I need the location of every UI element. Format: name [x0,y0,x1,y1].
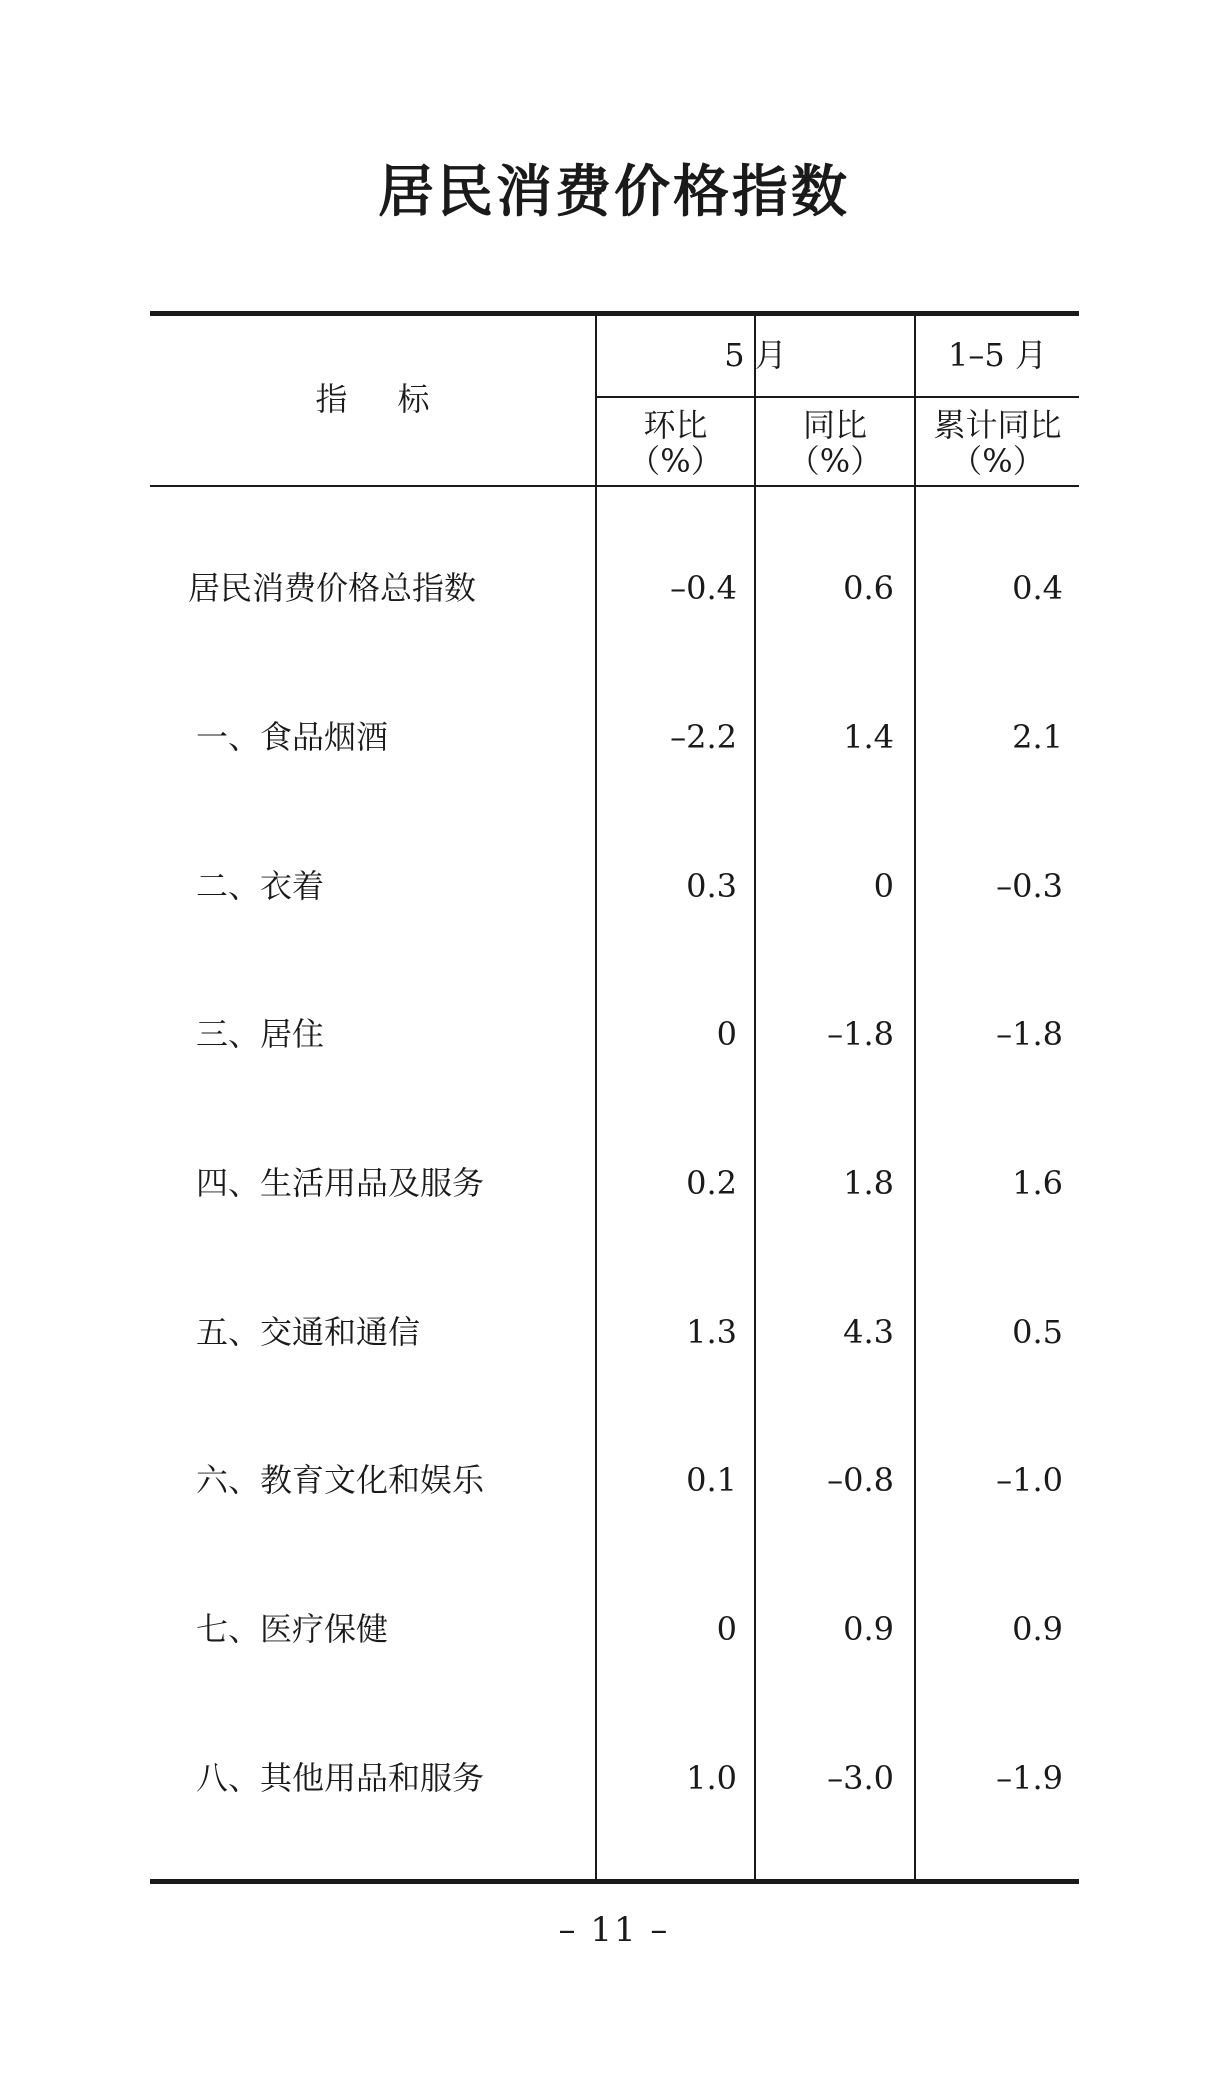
row-label: 一、食品烟酒 [196,718,389,756]
header-col-cum-yoy-unit: （%） [950,442,1045,480]
table-top-rule [150,311,1079,316]
table-row [150,707,1079,767]
row-mom-value: 0 [716,1610,737,1648]
row-cum-value: –1.8 [996,1015,1063,1053]
row-yoy-value: –3.0 [827,1759,894,1797]
header-col-yoy-unit: （%） [787,442,883,480]
header-bottom-rule [150,485,1079,487]
row-label: 三、居住 [196,1015,325,1053]
row-cum-value: 0.9 [1012,1610,1063,1648]
page-number: – 11 – [558,1910,670,1950]
row-mom-value: 0 [716,1015,737,1053]
header-col-yoy-label: 同比 [802,406,867,444]
row-label: 四、生活用品及服务 [196,1164,485,1202]
table-row [150,1302,1079,1362]
row-mom-value: 0.3 [686,867,737,905]
row-cum-value: –0.3 [996,867,1063,905]
cpi-table [150,311,1079,1884]
row-mom-value: 1.0 [686,1759,737,1797]
header-col-cum-yoy-label: 累计同比 [933,406,1062,444]
table-row [150,558,1079,618]
table-row [150,856,1079,916]
row-label: 六、教育文化和娱乐 [196,1461,485,1499]
row-yoy-value: 0.9 [843,1610,894,1648]
row-yoy-value: –1.8 [827,1015,894,1053]
header-col-yoy [756,407,914,479]
table-row [150,1153,1079,1213]
row-cum-value: 0.4 [1012,569,1063,607]
row-mom-value: –0.4 [670,569,737,607]
table-row [150,1599,1079,1659]
row-yoy-value: 4.3 [843,1313,894,1351]
row-mom-value: 0.2 [686,1164,737,1202]
row-cum-value: –1.9 [996,1759,1063,1797]
row-cum-value: 2.1 [1012,718,1063,756]
row-yoy-value: 1.8 [843,1164,894,1202]
row-mom-value: –2.2 [670,718,737,756]
row-yoy-value: 1.4 [843,718,894,756]
row-yoy-value: 0.6 [843,569,894,607]
table-row [150,1450,1079,1510]
row-cum-value: 0.5 [1012,1313,1063,1351]
header-col-mom [597,407,754,479]
row-label: 五、交通和通信 [196,1313,421,1351]
row-cum-value: 1.6 [1012,1164,1063,1202]
row-label: 居民消费价格总指数 [188,569,477,607]
header-sub-rule [596,396,1079,398]
row-label: 七、医疗保健 [196,1610,389,1648]
row-cum-value: –1.0 [996,1461,1063,1499]
header-col-cum-yoy [916,407,1079,479]
header-group-may: 5 月 [724,336,787,374]
row-label: 二、衣着 [196,867,325,905]
header-indicator: 指标 [315,380,480,418]
page-title: 居民消费价格指数 [378,160,850,225]
row-yoy-value: –0.8 [827,1461,894,1499]
row-mom-value: 1.3 [686,1313,737,1351]
header-col-mom-unit: （%） [628,442,723,480]
row-yoy-value: 0 [873,867,894,905]
table-row [150,1748,1079,1808]
header-col-mom-label: 环比 [643,406,708,444]
header-group-cumulative: 1–5 月 [948,336,1047,374]
table-row [150,1004,1079,1064]
row-label: 八、其他用品和服务 [196,1759,485,1797]
row-mom-value: 0.1 [686,1461,737,1499]
table-bottom-rule [150,1879,1079,1884]
